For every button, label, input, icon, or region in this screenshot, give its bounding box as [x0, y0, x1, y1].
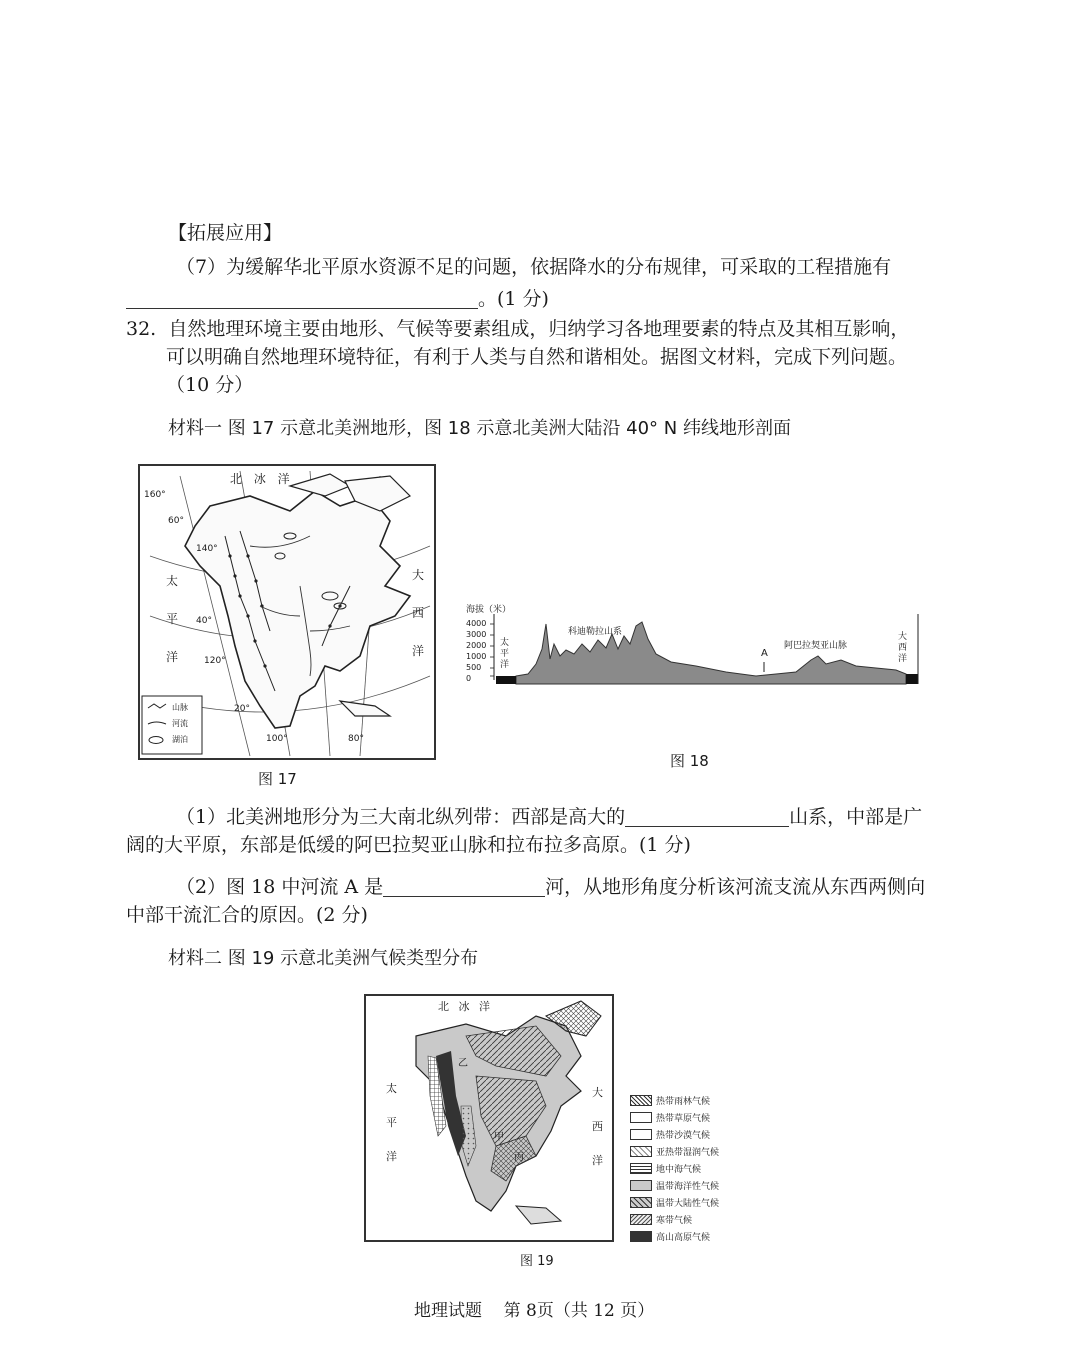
q7-score: 。(1 分) [478, 288, 549, 310]
fig18-y-title: 海拔（米） [466, 605, 512, 615]
q32-number: 32. [126, 318, 157, 340]
material2-title: 材料二 图 19 示意北美洲气候类型分布 [168, 948, 479, 969]
fig19-legend [630, 1092, 719, 1245]
continent-outline [185, 491, 410, 728]
legend-river: 河流 [172, 719, 188, 728]
fig17-lat-20: 20° [234, 704, 250, 714]
legend-item: 地中海气候 [630, 1160, 719, 1177]
legend-item: 温带大陆性气候 [630, 1194, 719, 1211]
fig18-y-ticks: 4000 3000 2000 1000 500 0 [466, 619, 487, 683]
fig19-ocean-pacific: 太 平 洋 [386, 1082, 397, 1163]
fig17-ocean-pacific: 太 平 洋 [166, 574, 179, 664]
q1-answer-blank[interactable] [625, 808, 789, 827]
fig19-ocean-north: 北 冰 洋 [438, 1000, 493, 1013]
fig18-pacific: 太 平 洋 [500, 638, 510, 670]
fig17-lon-160: 160° [144, 490, 166, 500]
figure-19-map [364, 994, 614, 1242]
fig17-lon-120: 120° [204, 656, 226, 666]
legend-mountain: 山脉 [172, 703, 188, 712]
fig17-lon-100: 100° [266, 734, 288, 744]
fig19-caption: 图 19 [520, 1254, 554, 1269]
north-america-climate-svg [366, 996, 612, 1240]
fig19-label-bing: 丙 [514, 1152, 524, 1163]
fig19-ocean-atlantic: 大 西 洋 [592, 1086, 603, 1167]
fig17-ocean-atlantic: 大 西 洋 [412, 568, 425, 658]
figure-18-profile [466, 604, 922, 694]
legend-item: 高山高原气候 [630, 1228, 719, 1245]
fig18-rockies-label: 科迪勒拉山系 [568, 627, 623, 637]
fig17-lon-80: 80° [348, 734, 364, 744]
q32-text1: 自然地理环境主要由地形、气候等要素组成，归纳学习各地理要素的特点及其相互影响， [168, 318, 910, 340]
fig18-appalachian-label: 阿巴拉契亚山脉 [784, 641, 848, 651]
legend-item: 温带海洋性气候 [630, 1177, 719, 1194]
figure-17-map [138, 464, 436, 760]
fig18-river-A-label: A [761, 648, 768, 659]
legend-item: 热带雨林气候 [630, 1092, 719, 1109]
section-title: 【拓展应用】 [168, 222, 283, 244]
q1-line1: （1）北美洲地形分为三大南北纵列带：西部是高大的 山系，中部是广 [176, 806, 923, 828]
q2-line2: 中部干流汇合的原因。(2 分) [126, 904, 368, 926]
fig18-atlantic: 大 西 洋 [898, 632, 908, 664]
q32-line3: （10 分） [166, 374, 254, 396]
legend-item: 热带沙漠气候 [630, 1126, 719, 1143]
fig17-ocean-north: 北 冰 洋 [230, 472, 294, 486]
fig17-caption: 图 17 [258, 770, 297, 788]
q2-answer-blank[interactable] [383, 878, 545, 897]
fig17-lon-140: 140° [196, 544, 218, 554]
fig19-label-jia: 甲 [494, 1132, 504, 1143]
legend-item: 热带草原气候 [630, 1109, 719, 1126]
fig17-lat-40: 40° [196, 616, 212, 626]
q2-line1: （2）图 18 中河流 A 是 河，从地形角度分析该河流支流从东西两侧向 [176, 876, 926, 898]
page-footer: 地理试题 第 8页（共 12 页） [414, 1301, 655, 1321]
q7-line2 [126, 290, 549, 309]
q32-line1 [126, 320, 909, 339]
legend-item: 寒带气候 [630, 1211, 719, 1228]
q7-line1: （7）为缓解华北平原水资源不足的问题，依据降水的分布规律，可采取的工程措施有 [176, 256, 892, 278]
fig17-lat-60: 60° [168, 516, 184, 526]
legend-item: 亚热带湿润气候 [630, 1143, 719, 1160]
q7-answer-blank[interactable] [126, 290, 478, 309]
legend-lake: 湖泊 [172, 735, 188, 744]
q1-line2: 阔的大平原，东部是低缓的阿巴拉契亚山脉和拉布拉多高原。(1 分) [126, 834, 691, 856]
fig17-legend [172, 700, 188, 748]
profile-svg [466, 604, 922, 694]
fig18-caption: 图 18 [670, 752, 709, 770]
material1-title: 材料一 图 17 示意北美洲地形，图 18 示意北美洲大陆沿 40° N 纬线地形剖面 [168, 418, 791, 439]
q32-line2: 可以明确自然地理环境特征，有利于人类与自然和谐相处。据图文材料，完成下列问题。 [166, 346, 908, 368]
fig19-label-yi: 乙 [458, 1058, 468, 1069]
